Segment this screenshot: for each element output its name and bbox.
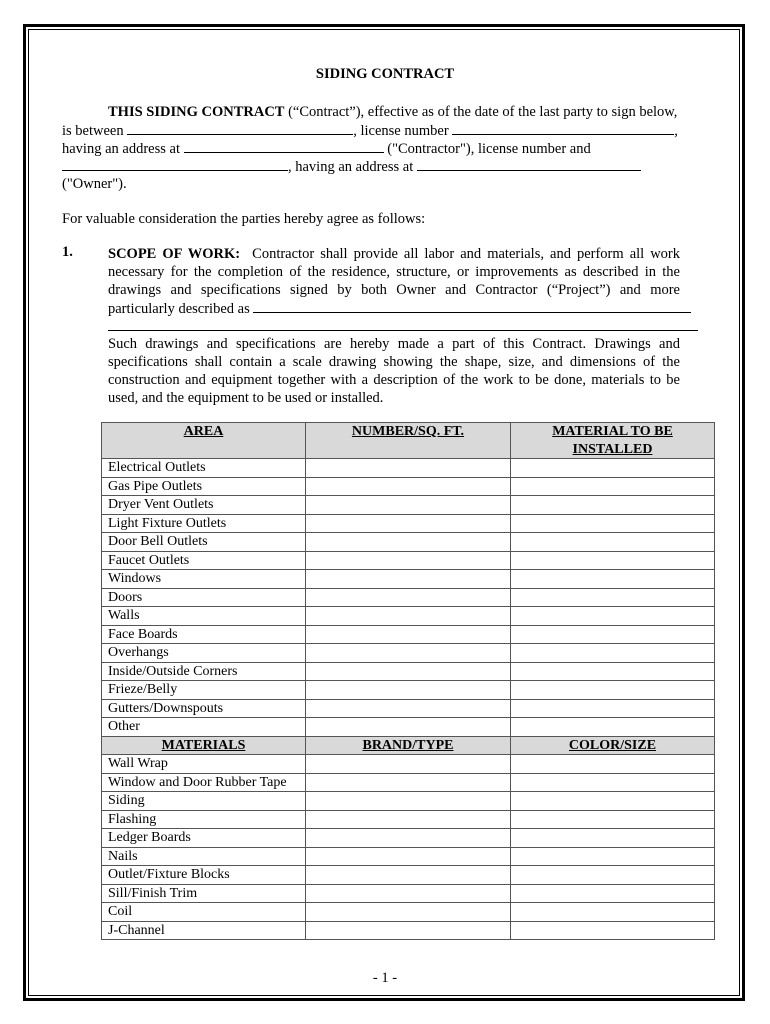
fillable-cell[interactable] (306, 496, 511, 515)
fillable-cell[interactable] (511, 551, 715, 570)
fillable-cell[interactable] (306, 921, 511, 940)
row-label: Wall Wrap (102, 755, 306, 774)
area-header-row (102, 423, 715, 459)
row-label: Ledger Boards (102, 829, 306, 848)
fillable-cell[interactable] (511, 570, 715, 589)
fillable-cell[interactable] (511, 903, 715, 922)
area-row (102, 459, 715, 478)
intro-line-5: ("Owner"). (62, 176, 127, 192)
section1-text: Contractor shall provide all labor and materials, and perform all work (252, 246, 681, 262)
row-label: Overhangs (102, 644, 306, 663)
fillable-cell[interactable] (511, 810, 715, 829)
section1-para2-line-1: Such drawings and specifications are hereby made a part of this Contract. Drawings and (108, 336, 680, 352)
row-label: Electrical Outlets (102, 459, 306, 478)
table-header-cell: NUMBER/SQ. FT. (306, 423, 511, 459)
fillable-cell[interactable] (306, 810, 511, 829)
intro-text: , (674, 123, 678, 139)
intro-line-1-rest: (“Contract”), effective as of the date of the last party to sign below, (284, 104, 678, 120)
row-label: Nails (102, 847, 306, 866)
section1-line-3: drawings and specifications signed by both Owner and Contractor (“Project”) and more (108, 282, 680, 298)
intro-text: having an address at (62, 141, 180, 157)
owner-address-blank[interactable] (417, 157, 641, 171)
table-header-cell: MATERIALS (102, 736, 306, 755)
row-label: Walls (102, 607, 306, 626)
fillable-cell[interactable] (511, 773, 715, 792)
section1-line-1 (108, 245, 680, 263)
owner-name-blank[interactable] (62, 157, 288, 171)
material-row (102, 921, 715, 940)
section1-text: particularly described as (108, 301, 250, 317)
area-row (102, 477, 715, 496)
fillable-cell[interactable] (511, 514, 715, 533)
row-label: Outlet/Fixture Blocks (102, 866, 306, 885)
fillable-cell[interactable] (511, 477, 715, 496)
area-row (102, 570, 715, 589)
material-row (102, 884, 715, 903)
fillable-cell[interactable] (511, 718, 715, 737)
row-label: J-Channel (102, 921, 306, 940)
table-header-cell: BRAND/TYPE (306, 736, 511, 755)
fillable-cell[interactable] (511, 644, 715, 663)
section-number: 1. (62, 244, 73, 260)
consideration-text: For valuable consideration the parties hereby agree as follows: (62, 211, 426, 227)
fillable-cell[interactable] (511, 459, 715, 478)
fillable-cell[interactable] (511, 496, 715, 515)
fillable-cell[interactable] (306, 477, 511, 496)
section1-para2-line-4: used, and the equipment to be used or installed. (108, 390, 384, 406)
fillable-cell[interactable] (511, 681, 715, 700)
section1-heading: SCOPE OF WORK: (108, 246, 241, 262)
fillable-cell[interactable] (306, 903, 511, 922)
area-row (102, 718, 715, 737)
fillable-cell[interactable] (306, 551, 511, 570)
document-title: SIDING CONTRACT (315, 66, 455, 82)
table-header-cell: AREA (102, 423, 306, 459)
fillable-cell[interactable] (306, 625, 511, 644)
section1-para2-line-2: specifications shall contain a scale drawing showing the shape, size, and dimensions of the (108, 354, 680, 370)
material-row (102, 847, 715, 866)
row-label: Frieze/Belly (102, 681, 306, 700)
fillable-cell[interactable] (511, 792, 715, 811)
area-row (102, 625, 715, 644)
fillable-cell[interactable] (306, 681, 511, 700)
material-row (102, 903, 715, 922)
row-label: Door Bell Outlets (102, 533, 306, 552)
material-row (102, 755, 715, 774)
material-row (102, 810, 715, 829)
fillable-cell[interactable] (306, 514, 511, 533)
fillable-cell[interactable] (306, 662, 511, 681)
intro-bold-lead: THIS SIDING CONTRACT (108, 104, 285, 120)
fillable-cell[interactable] (306, 533, 511, 552)
row-label: Coil (102, 903, 306, 922)
fillable-cell[interactable] (306, 607, 511, 626)
table-header-cell: MATERIAL TO BE INSTALLED (511, 423, 715, 459)
fillable-cell[interactable] (511, 662, 715, 681)
material-row (102, 866, 715, 885)
fillable-cell[interactable] (306, 570, 511, 589)
area-row (102, 681, 715, 700)
section1-para2-line-3: construction and equipment together with a description of the work to be done, materials to be (108, 372, 680, 388)
fillable-cell[interactable] (306, 644, 511, 663)
fillable-cell[interactable] (306, 829, 511, 848)
intro-line-1 (108, 103, 677, 121)
row-label: Gas Pipe Outlets (102, 477, 306, 496)
project-description-blank-2[interactable] (108, 330, 698, 331)
area-row (102, 496, 715, 515)
intro-line-2 (62, 121, 678, 140)
material-row (102, 792, 715, 811)
contractor-address-blank[interactable] (184, 139, 384, 153)
intro-text: ("Contractor"), license number and (387, 141, 591, 157)
section1-line-2: necessary for the completion of the residence, structure, or improvements as described in the (108, 264, 680, 280)
fillable-cell[interactable] (511, 921, 715, 940)
area-row (102, 551, 715, 570)
table-header-cell: COLOR/SIZE (511, 736, 715, 755)
area-row (102, 514, 715, 533)
fillable-cell[interactable] (511, 533, 715, 552)
scope-table (101, 422, 715, 940)
fillable-cell[interactable] (511, 755, 715, 774)
fillable-cell[interactable] (306, 755, 511, 774)
row-label: Faucet Outlets (102, 551, 306, 570)
fillable-cell[interactable] (306, 792, 511, 811)
area-row (102, 662, 715, 681)
fillable-cell[interactable] (306, 773, 511, 792)
material-row (102, 829, 715, 848)
intro-text: , having an address at (288, 159, 414, 175)
fillable-cell[interactable] (511, 829, 715, 848)
intro-text: is between (62, 123, 124, 139)
fillable-cell[interactable] (511, 607, 715, 626)
row-label: Light Fixture Outlets (102, 514, 306, 533)
area-row (102, 699, 715, 718)
contractor-license-blank[interactable] (452, 121, 674, 135)
fillable-cell[interactable] (511, 847, 715, 866)
row-label: Siding (102, 792, 306, 811)
fillable-cell[interactable] (511, 625, 715, 644)
fillable-cell[interactable] (306, 866, 511, 885)
fillable-cell[interactable] (511, 884, 715, 903)
materials-header-row (102, 736, 715, 755)
fillable-cell[interactable] (306, 588, 511, 607)
row-label: Window and Door Rubber Tape (102, 773, 306, 792)
fillable-cell[interactable] (511, 866, 715, 885)
section1-line-4 (108, 299, 691, 318)
area-row (102, 607, 715, 626)
area-row (102, 644, 715, 663)
row-label: Other (102, 718, 306, 737)
row-label: Doors (102, 588, 306, 607)
material-row (102, 773, 715, 792)
area-row (102, 533, 715, 552)
row-label: Gutters/Downspouts (102, 699, 306, 718)
fillable-cell[interactable] (511, 588, 715, 607)
fillable-cell[interactable] (306, 718, 511, 737)
row-label: Dryer Vent Outlets (102, 496, 306, 515)
page-number: - 1 - (372, 970, 398, 986)
fillable-cell[interactable] (306, 459, 511, 478)
row-label: Flashing (102, 810, 306, 829)
row-label: Sill/Finish Trim (102, 884, 306, 903)
row-label: Inside/Outside Corners (102, 662, 306, 681)
fillable-cell[interactable] (306, 699, 511, 718)
contractor-name-blank[interactable] (127, 121, 353, 135)
intro-line-4 (62, 157, 641, 176)
fillable-cell[interactable] (511, 699, 715, 718)
fillable-cell[interactable] (306, 847, 511, 866)
intro-text: , license number (353, 123, 449, 139)
fillable-cell[interactable] (306, 884, 511, 903)
project-description-blank[interactable] (253, 299, 691, 313)
area-row (102, 588, 715, 607)
scope-table-body (102, 423, 715, 940)
row-label: Windows (102, 570, 306, 589)
row-label: Face Boards (102, 625, 306, 644)
intro-line-3 (62, 139, 591, 158)
